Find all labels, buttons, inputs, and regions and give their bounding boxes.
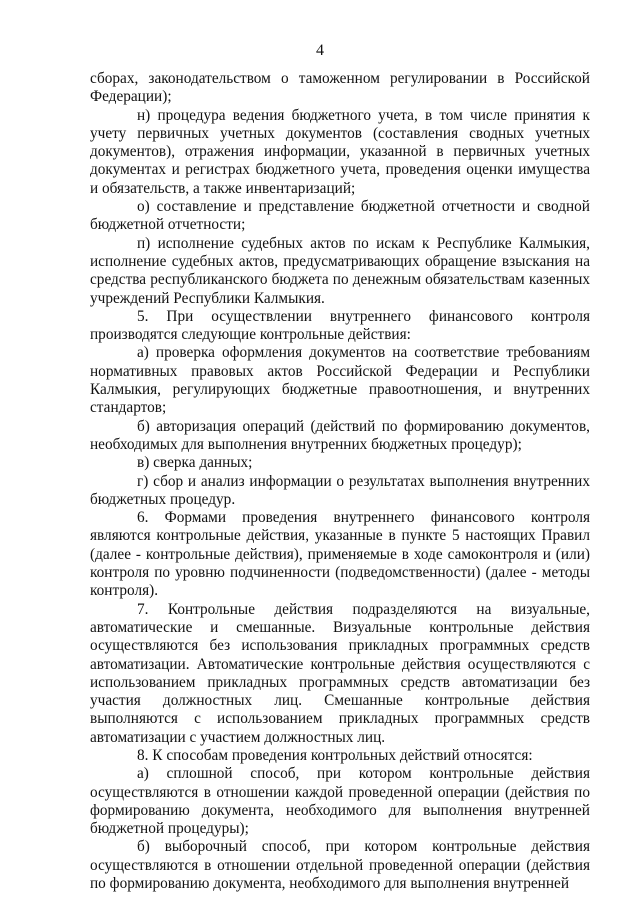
paragraph-section-5: 5. При осуществлении внутреннего финансового контроля производятся следующие контрольные действия: <box>90 307 590 344</box>
paragraph-item-v: в) сверка данных; <box>137 454 253 472</box>
paragraph-item-a: а) проверка оформления документов на соответствие требованиям нормативных правовых актов Российской Федерации и Республики Калмыкия, регулирующих бюджетные правоотношения, и внутренних стандартов; <box>90 344 590 417</box>
paragraph-method-a: а) сплошной способ, при котором контрольные действия осуществляются в отношении каждой проведенной операции (действия по формированию документа, необходимого для выполнения внутренней бюджетной процедуры); <box>90 765 590 838</box>
paragraph-item-b: б) авторизация операций (действий по формированию документов, необходимых для выполнения внутренних бюджетных процедур); <box>90 417 590 453</box>
paragraph-item-p: п) исполнение судебных актов по искам к Республике Калмыкия, исполнение судебных актов, предусматривающих обращение взыскания на средства республиканского бюджета по денежным обязательствам казенных учреждений Республики Калмыкия. <box>90 234 590 307</box>
paragraph-continuation: сборах, законодательством о таможенном регулировании в Российской Федерации); <box>90 70 590 106</box>
paragraph-item-g: г) сбор и анализ информации о результатах выполнения внутренних бюджетных процедур. <box>90 472 590 508</box>
paragraph-method-b: б) выборочный способ, при котором контрольные действия осуществляются в отношении отдельной проведенной операции (действия по формированию документа, необходимого для выполнения внутренней <box>90 838 590 893</box>
document-body <box>90 70 590 893</box>
paragraph-section-6: 6. Формами проведения внутреннего финансового контроля являются контрольные действия, указанные в пункте 5 настоящих Правил (далее - контрольные действия), применяемые в ходе самоконтроля и (или) контроля по уровню подчиненности (подведомственности) (далее - методы контроля). <box>90 509 590 600</box>
paragraph-section-7: 7. Контрольные действия подразделяются на визуальные, автоматические и смешанные. Визуальные контрольные действия осуществляются без использования прикладных программных средств автоматизации. Автоматические контрольные действия осуществляются с использованием прикладных программных средств автоматизации без участия должностных лиц. Смешанные контрольные действия выполняются с использованием прикладных программных средств автоматизации с участием должностных лиц. <box>90 600 590 746</box>
paragraph-item-o: о) составление и представление бюджетной отчетности и сводной бюджетной отчетности; <box>90 198 590 234</box>
paragraph-item-n: н) процедура ведения бюджетного учета, в том числе принятия к учету первичных учетных документов (составления сводных учетных документов), отражения информации, указанной в первичных учетных документах и регистрах бюджетного учета, проведения оценки имущества и обязательств, а также инвентаризаций; <box>90 106 590 197</box>
page-number: 4 <box>316 42 324 59</box>
paragraph-section-8: 8. К способам проведения контрольных действий относятся: <box>137 746 533 764</box>
